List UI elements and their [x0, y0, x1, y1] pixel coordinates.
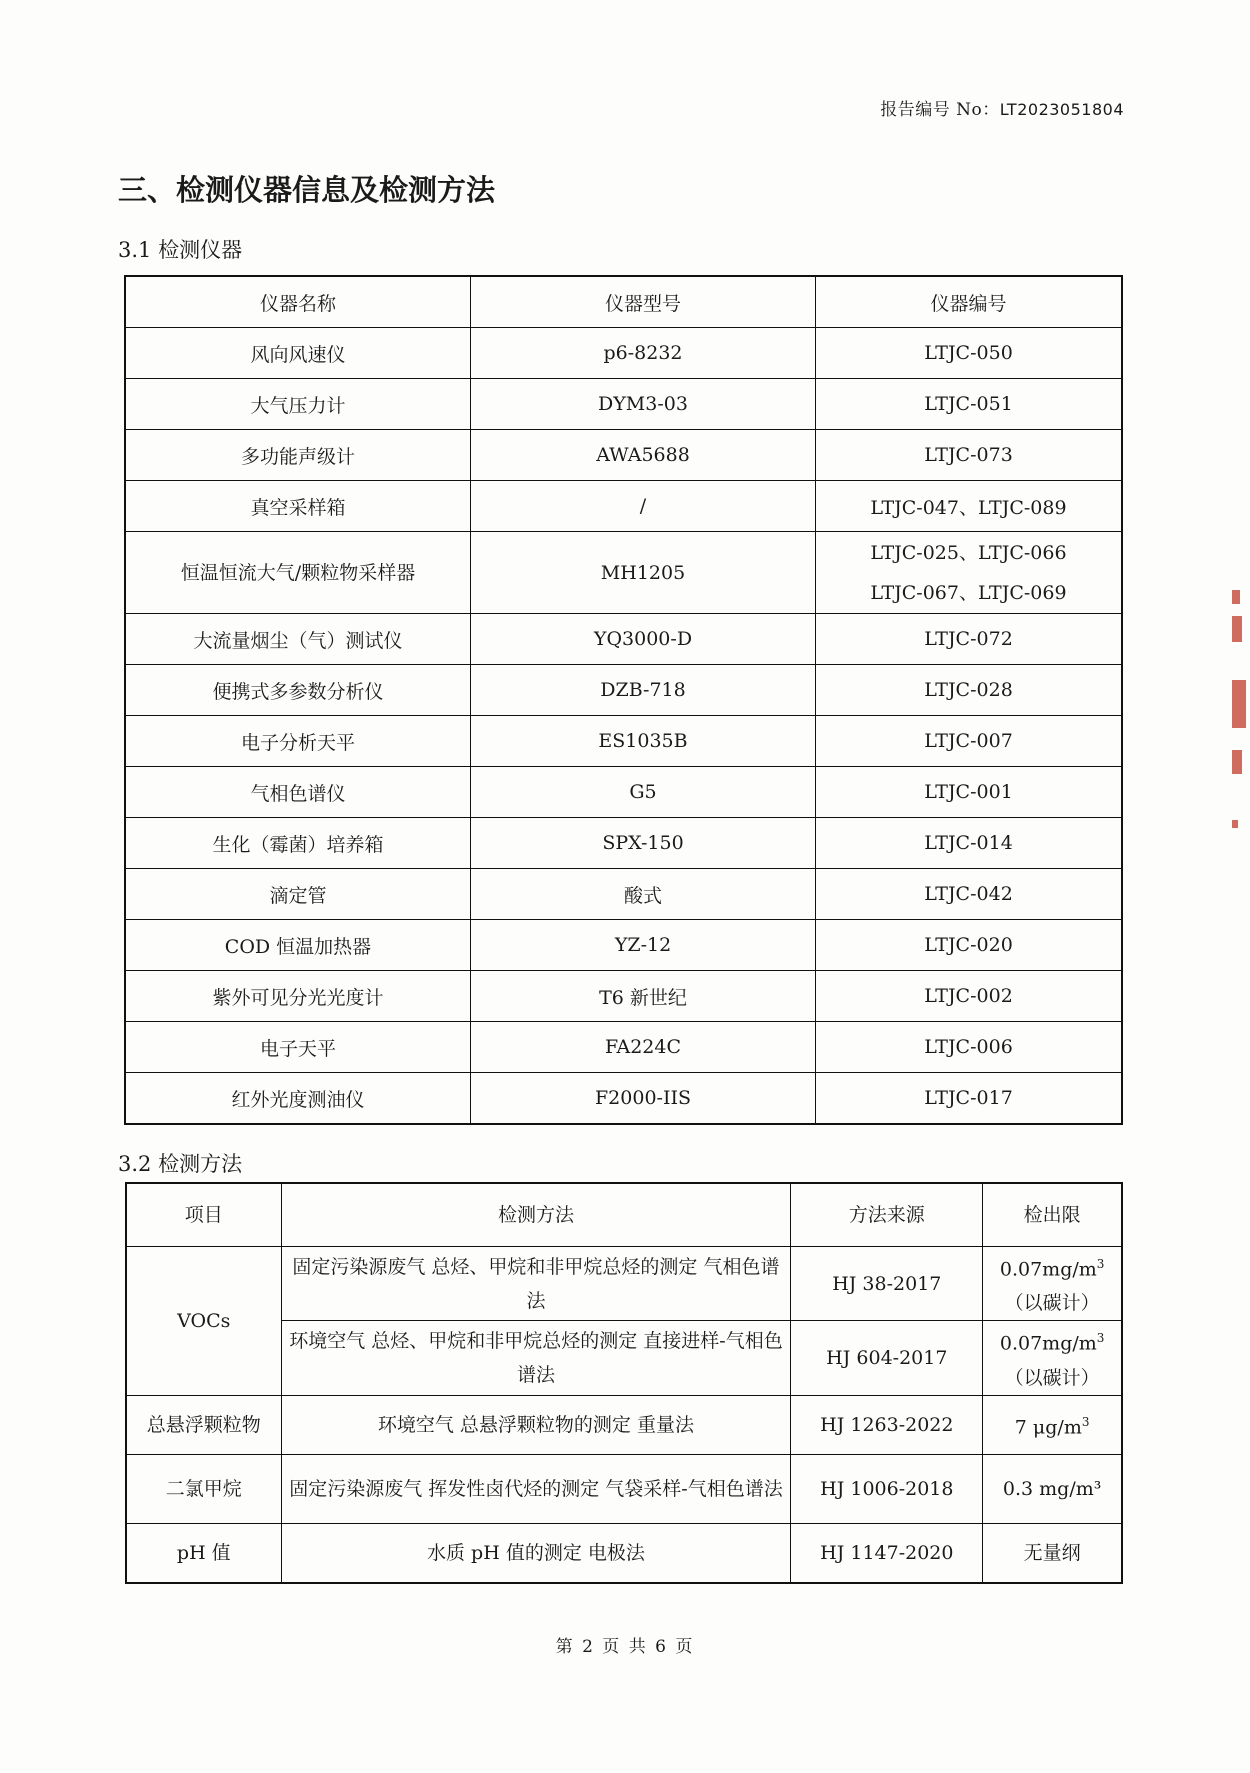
table-row — [126, 1247, 1122, 1321]
limit-value: 0.07mg/m — [999, 1332, 1097, 1355]
table-header-row — [126, 1183, 1122, 1247]
column-header: 项目 — [126, 1183, 281, 1247]
instrument-id: LTJC-028 — [816, 665, 1123, 716]
instrument-id: LTJC-050 — [816, 328, 1123, 379]
detection-limit: 0.3 mg/m³ — [983, 1454, 1122, 1523]
instrument-name: 滴定管 — [125, 869, 471, 920]
table-row — [126, 1454, 1122, 1523]
instrument-model: FA224C — [471, 1022, 816, 1073]
instrument-model: YZ-12 — [471, 920, 816, 971]
table-row — [125, 430, 1122, 481]
methods-table — [125, 1182, 1123, 1584]
instrument-name: 多功能声级计 — [125, 430, 471, 481]
limit-note: （以碳计） — [1004, 1292, 1100, 1315]
instrument-model: / — [471, 481, 816, 532]
instrument-id — [816, 532, 1123, 614]
instrument-id: LTJC-042 — [816, 869, 1123, 920]
table-row — [125, 665, 1122, 716]
instrument-model: F2000-IIS — [471, 1073, 816, 1125]
limit-superscript: 3 — [1096, 1331, 1105, 1346]
test-method: 环境空气 总悬浮颗粒物的测定 重量法 — [281, 1395, 791, 1454]
instrument-id: LTJC-020 — [816, 920, 1123, 971]
table-row — [125, 716, 1122, 767]
table-row — [125, 767, 1122, 818]
instrument-id: LTJC-014 — [816, 818, 1123, 869]
instrument-id: LTJC-001 — [816, 767, 1123, 818]
method-source: HJ 1263-2022 — [791, 1395, 983, 1454]
report-number-value: LT2023051804 — [999, 100, 1124, 119]
method-source: HJ 604-2017 — [791, 1321, 983, 1395]
instrument-model: DYM3-03 — [471, 379, 816, 430]
instrument-name: 电子天平 — [125, 1022, 471, 1073]
table-row — [126, 1395, 1122, 1454]
instrument-model: SPX-150 — [471, 818, 816, 869]
detection-limit — [983, 1247, 1122, 1321]
instrument-id: LTJC-017 — [816, 1073, 1123, 1125]
instrument-id: LTJC-051 — [816, 379, 1123, 430]
instrument-model: ES1035B — [471, 716, 816, 767]
table-row — [125, 481, 1122, 532]
detection-limit: 无量纲 — [983, 1523, 1122, 1583]
table-row — [125, 971, 1122, 1022]
seal-fragment — [1228, 590, 1250, 840]
section-heading: 三、检测仪器信息及检测方法 — [118, 173, 496, 207]
column-header: 仪器编号 — [816, 276, 1123, 328]
column-header: 检出限 — [983, 1183, 1122, 1247]
table-header-row — [125, 276, 1122, 328]
subsection-methods-title: 3.2 检测方法 — [118, 1152, 243, 1176]
test-method: 水质 pH 值的测定 电极法 — [281, 1523, 791, 1583]
method-source: HJ 1147-2020 — [791, 1523, 983, 1583]
report-number — [880, 95, 1124, 120]
table-row — [125, 869, 1122, 920]
limit-value: 7 μg/m — [1014, 1416, 1082, 1439]
limit-superscript: 3 — [1096, 1257, 1105, 1271]
test-method: 环境空气 总烃、甲烷和非甲烷总烃的测定 直接进样-气相色谱法 — [281, 1321, 791, 1395]
limit-superscript: 3 — [1081, 1414, 1090, 1429]
instrument-id-line: LTJC-025、LTJC-066 — [870, 541, 1067, 564]
instrument-id: LTJC-007 — [816, 716, 1123, 767]
test-method: 固定污染源废气 总烃、甲烷和非甲烷总烃的测定 气相色谱法 — [281, 1247, 791, 1321]
table-row — [125, 328, 1122, 379]
instrument-name: 风向风速仪 — [125, 328, 471, 379]
instrument-name: 紫外可见分光光度计 — [125, 971, 471, 1022]
instrument-id: LTJC-006 — [816, 1022, 1123, 1073]
instrument-name: 便携式多参数分析仪 — [125, 665, 471, 716]
instrument-id: LTJC-047、LTJC-089 — [816, 481, 1123, 532]
instruments-table — [124, 275, 1123, 1125]
instrument-name: 恒温恒流大气/颗粒物采样器 — [125, 532, 471, 614]
column-header: 仪器型号 — [471, 276, 816, 328]
test-item: 二氯甲烷 — [126, 1454, 281, 1523]
test-method: 固定污染源废气 挥发性卤代烃的测定 气袋采样-气相色谱法 — [281, 1454, 791, 1523]
instrument-model: YQ3000-D — [471, 614, 816, 665]
table-row — [126, 1523, 1122, 1583]
table-row — [125, 379, 1122, 430]
instrument-model: 酸式 — [471, 869, 816, 920]
instrument-name: 大气压力计 — [125, 379, 471, 430]
method-source: HJ 1006-2018 — [791, 1454, 983, 1523]
page-footer: 第 2 页 共 6 页 — [555, 1637, 695, 1657]
instrument-name: 气相色谱仪 — [125, 767, 471, 818]
instrument-model: T6 新世纪 — [471, 971, 816, 1022]
instrument-id: LTJC-073 — [816, 430, 1123, 481]
instrument-model: p6-8232 — [471, 328, 816, 379]
test-item: 总悬浮颗粒物 — [126, 1395, 281, 1454]
instrument-id: LTJC-002 — [816, 971, 1123, 1022]
test-item: pH 值 — [126, 1523, 281, 1583]
test-item: VOCs — [126, 1247, 281, 1396]
instrument-name: COD 恒温加热器 — [125, 920, 471, 971]
column-header: 仪器名称 — [125, 276, 471, 328]
instrument-name: 电子分析天平 — [125, 716, 471, 767]
subsection-instruments-title: 3.1 检测仪器 — [118, 238, 243, 262]
instrument-model: G5 — [471, 767, 816, 818]
detection-limit — [983, 1321, 1122, 1395]
detection-limit — [983, 1395, 1122, 1454]
table-row — [125, 532, 1122, 614]
instrument-name: 大流量烟尘（气）测试仪 — [125, 614, 471, 665]
limit-note: （以碳计） — [1004, 1366, 1100, 1389]
instrument-id-line: LTJC-067、LTJC-069 — [870, 581, 1067, 604]
report-number-label: 报告编号 No： — [880, 100, 1000, 120]
table-row — [125, 614, 1122, 665]
instrument-model: AWA5688 — [471, 430, 816, 481]
column-header: 检测方法 — [281, 1183, 791, 1247]
table-row — [125, 1022, 1122, 1073]
instrument-model: MH1205 — [471, 532, 816, 614]
table-row — [125, 920, 1122, 971]
column-header: 方法来源 — [791, 1183, 983, 1247]
limit-value: 0.07mg/m — [999, 1258, 1097, 1281]
method-source: HJ 38-2017 — [791, 1247, 983, 1321]
instrument-name: 生化（霉菌）培养箱 — [125, 818, 471, 869]
instrument-id: LTJC-072 — [816, 614, 1123, 665]
instrument-name: 真空采样箱 — [125, 481, 471, 532]
instrument-name: 红外光度测油仪 — [125, 1073, 471, 1125]
instrument-model: DZB-718 — [471, 665, 816, 716]
table-row — [125, 818, 1122, 869]
table-row — [125, 1073, 1122, 1125]
